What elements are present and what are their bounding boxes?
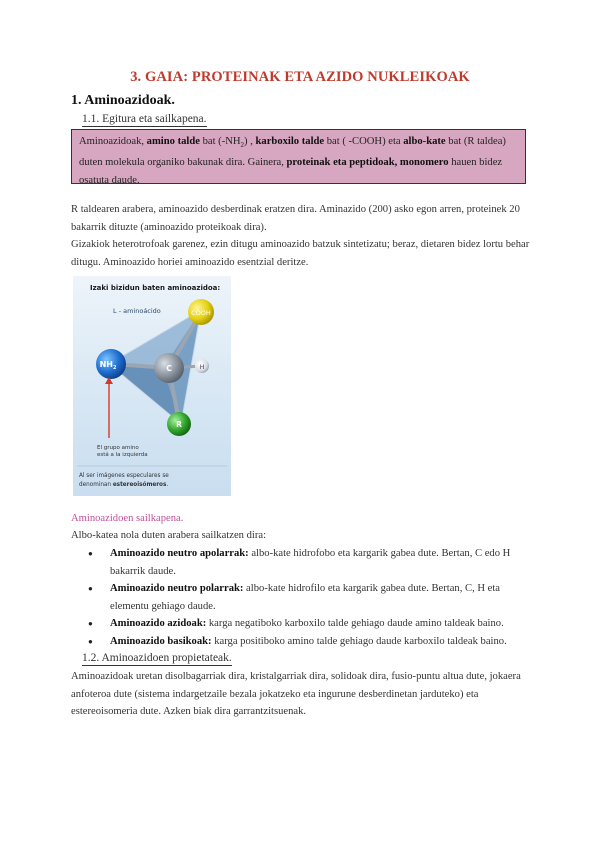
- paragraph-propietateak: Aminoazidoak uretan disolbagarriak dira, kristalgarriak dira, solidoak dira, fusio-puntu altua dute, jokaera anfoteroa dute (sistema indargetzaile bezala jokatzeko eta ingurune desberdinetan jarduteko) eta estereoisomeria dute. Azken biak dira garrantzitsuenak.: [71, 671, 521, 717]
- box-bold-amino: amino talde: [146, 136, 200, 147]
- figure-footer-end: .: [166, 482, 169, 488]
- box-bold-karboxilo: karboxilo talde: [255, 136, 325, 147]
- list-item-label: Aminoazido basikoak:: [110, 635, 212, 647]
- subsection-heading-egitura: 1.1. Egitura eta sailkapena.: [82, 113, 207, 125]
- list-item-text: karga positiboko amino talde gehiago daude karboxilo taldeak baino.: [211, 635, 507, 647]
- classification-list: [88, 545, 533, 650]
- list-item: [88, 580, 533, 615]
- amino-acid-diagram: [73, 276, 231, 496]
- amino-note-line2: está a la izquierda: [97, 452, 148, 458]
- list-item: [88, 633, 533, 651]
- subsection-heading-propietateak: 1.2. Aminoazidoen propietateak.: [82, 652, 232, 664]
- section-heading-aminoazidoak: 1. Aminoazidoak.: [71, 93, 175, 108]
- list-item-label: Aminoazido neutro polarrak:: [110, 583, 244, 594]
- nh2-label-main: NH: [99, 360, 113, 369]
- paragraph-line: Gizakiok heterotrofoak garenez, ezin ditugu aminoazido batzuk sintetizatu; beraz, dietaren bidez lortu behar ditugu. Aminoazido horiei aminoazido esentzial deritze.: [71, 239, 530, 268]
- amino-note-line1: El grupo amino: [97, 445, 139, 451]
- figure-footer-line1: Al ser imágenes especulares se: [79, 473, 169, 479]
- box-bold-albokate: albo-kate: [403, 136, 446, 147]
- box-text: hauen bidez osatuta daude.: [79, 157, 503, 187]
- list-item-text: albo-kate hidrofobo eta kargarik gabea dute. Bertan, C edo H bakarrik daude.: [110, 548, 511, 577]
- list-item-label: Aminoazido azidoak:: [110, 618, 207, 629]
- carbon-label: C: [166, 364, 172, 373]
- r-group-label: R: [176, 420, 182, 429]
- classification-heading: Aminoazidoen sailkapena.: [71, 513, 184, 524]
- figure-footer-text: denominan: [79, 482, 113, 488]
- box-text: bat (R taldea) duten molekula organiko bakunak dira. Gainera,: [79, 136, 506, 169]
- paragraph-r-taldea: [71, 201, 531, 271]
- list-item: [88, 545, 533, 580]
- figure-caption-top: Izaki bizidun baten aminoazidoa:: [90, 284, 221, 292]
- hydrogen-label: H: [199, 364, 205, 371]
- list-item-text: albo-kate hidrofilo eta kargarik gabea dute. Bertan, C, H eta elementu gehiago daude.: [110, 583, 501, 612]
- paragraph-line: R taldearen arabera, aminoazido desberdinak eratzen dira. Aminazido (200) asko egon arren, proteinek 20 bakarrik dituzte (aminoazido proteikoak dira).: [71, 204, 520, 233]
- box-text: bat ( -COOH) eta: [324, 136, 404, 147]
- definition-box: [71, 129, 526, 187]
- box-text: bat (-NH: [199, 136, 241, 147]
- box-bold-proteinak: proteinak eta peptidoak, monomero: [286, 157, 449, 169]
- figure-footer-bold: estereoisómeros: [112, 482, 167, 488]
- amino-acid-figure: [73, 276, 231, 496]
- box-text: ) ,: [244, 136, 256, 147]
- list-item: [88, 615, 533, 633]
- chapter-title: 3. GAIA: PROTEINAK ETA AZIDO NUKLEIKOAK: [130, 69, 470, 85]
- list-item-label: Aminoazido neutro apolarrak:: [110, 548, 249, 559]
- box-subscript: 2: [240, 141, 245, 150]
- nh2-label-sub: 2: [112, 365, 117, 371]
- classification-intro: Albo-katea nola duten arabera sailkatzen dira:: [71, 530, 267, 541]
- cooh-label: COOH: [191, 309, 211, 317]
- list-item-text: karga negatiboko karboxilo talde gehiago daude amino taldeak baino.: [206, 618, 504, 629]
- figure-footer-line2: [79, 481, 168, 488]
- box-text: Aminoazidoak,: [79, 136, 147, 147]
- l-aminoacid-label: L - aminoácido: [113, 307, 161, 315]
